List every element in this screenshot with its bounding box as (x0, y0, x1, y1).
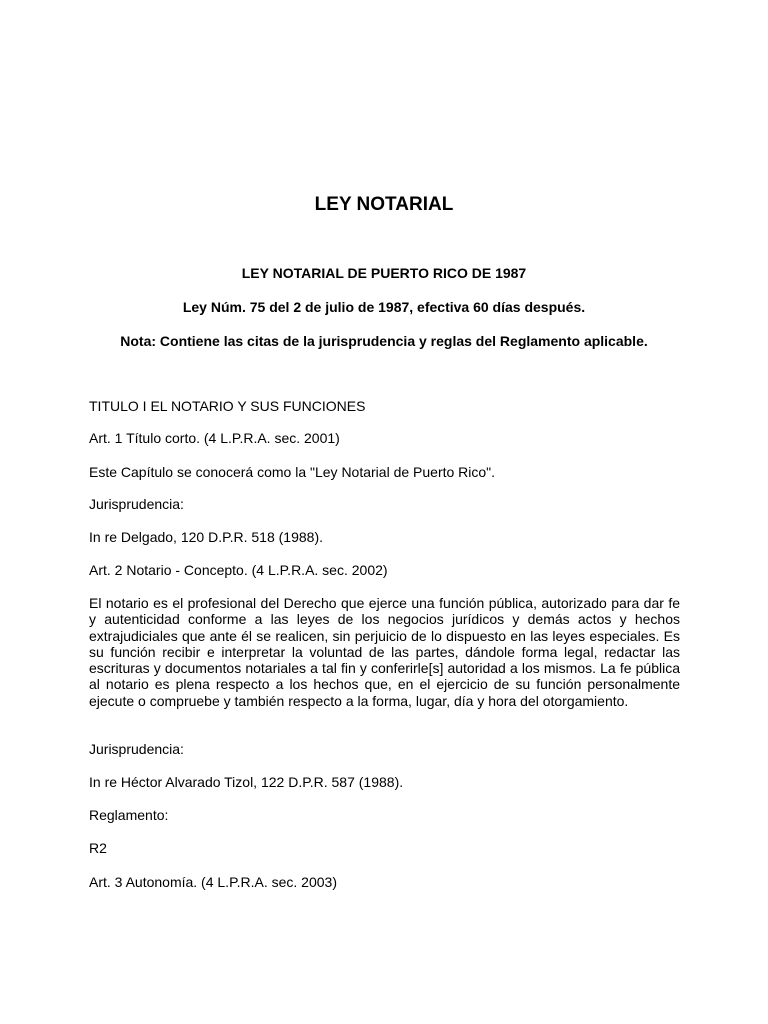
section-heading: TITULO I EL NOTARIO Y SUS FUNCIONES (89, 398, 366, 414)
article-heading: Art. 1 Título corto. (4 L.P.R.A. sec. 2001) (89, 430, 340, 446)
note-line: Nota: Contiene las citas de la jurisprudencia y reglas del Reglamento aplicable. (120, 333, 648, 349)
case-citation: In re Héctor Alvarado Tizol, 122 D.P.R. 587 (1988). (89, 774, 404, 790)
regulation-label: Reglamento: (89, 807, 169, 823)
paragraph: El notario es el profesional del Derecho que ejerce una función pública, autorizado para dar fe y autenticidad conforme a las leyes de los negocios jurídicos y demás actos y hechos extrajudiciales que ante él se realicen, sin perjuicio de lo dispuesto en las leyes especiales. Es su función recibir e interpretar la voluntad de las partes, dándole forma legal, redactar las escrituras y documentos notariales a tal fin y conferirle[s] autoridad a los mismos. La fe pública al notario es plena respecto a los hechos que, en el ejercicio de su función personalmente ejecute o compruebe y también respecto a la forma, lugar, día y hora del otorgamiento. (89, 595, 680, 709)
law-reference-line: Ley Núm. 75 del 2 de julio de 1987, efectiva 60 días después. (182, 299, 586, 315)
jurisprudence-label: Jurisprudencia: (89, 496, 184, 512)
jurisprudence-label: Jurisprudencia: (89, 741, 184, 757)
document-title: LEY NOTARIAL (314, 194, 454, 215)
case-citation: In re Delgado, 120 D.P.R. 518 (1988). (89, 529, 324, 545)
article-heading: Art. 3 Autonomía. (4 L.P.R.A. sec. 2003) (89, 874, 337, 890)
document-subtitle: LEY NOTARIAL DE PUERTO RICO DE 1987 (241, 265, 527, 281)
paragraph: Este Capítulo se conocerá como la "Ley Notarial de Puerto Rico". (89, 464, 496, 480)
article-heading: Art. 2 Notario - Concepto. (4 L.P.R.A. sec. 2002) (89, 562, 388, 578)
regulation-reference: R2 (89, 840, 107, 856)
